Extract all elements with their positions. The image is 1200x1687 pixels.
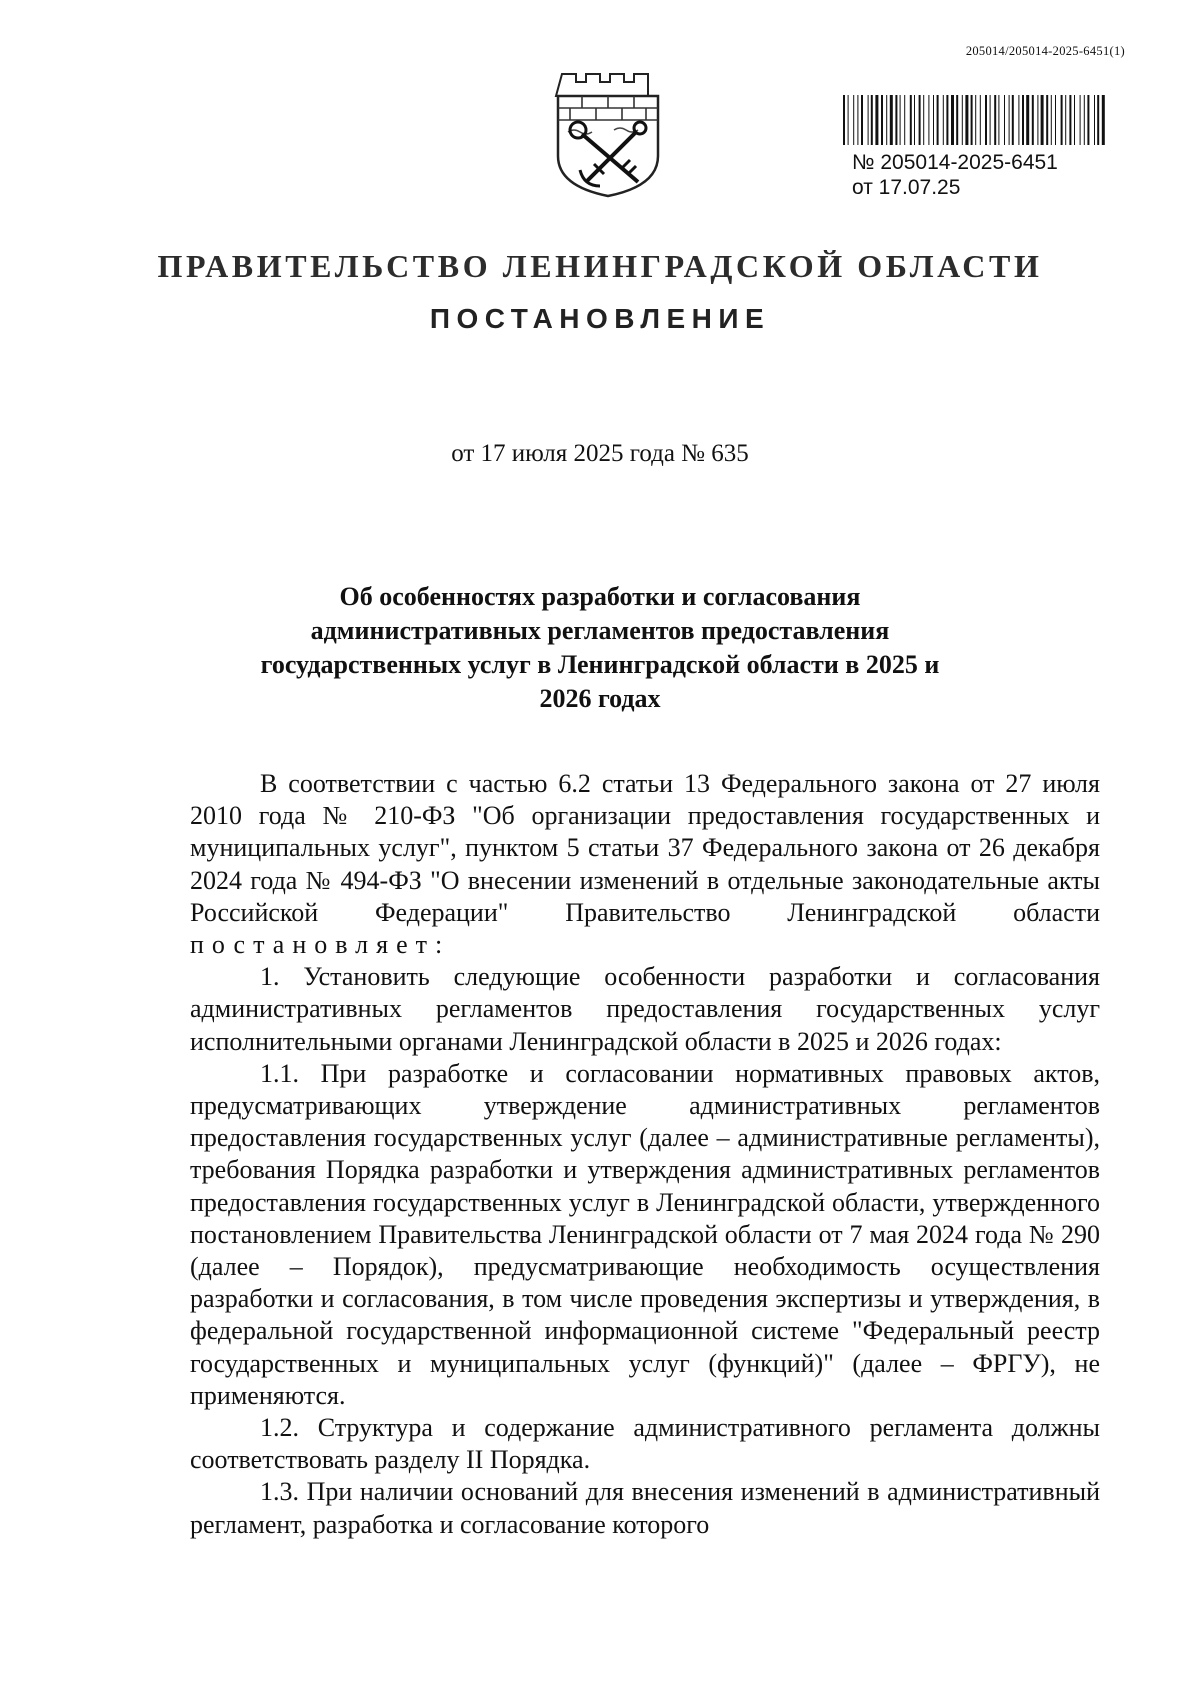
- document-type: ПОСТАНОВЛЕНИЕ: [429, 303, 771, 334]
- paragraph-1-1: 1.1. При разработке и согласовании нормативных правовых актов, предусматривающих утверждение административных регламентов предоставления государственных услуг (далее – административные регламенты), требования Порядка разработки и утверждения административных регламентов предоставления государственных услуг в Ленинградской области, утвержденного постановлением Правительства Ленинградской области от 7 мая 2024 года № 290 (далее – Порядок), предусматривающие необходимость осуществления разработки и согласования, в том числе проведения экспертизы и утверждения, в федеральной государственной информационной системе "Федеральный реестр государственных и муниципальных услуг (функций)" (далее – ФРГУ), не применяются.: [190, 1058, 1100, 1410]
- barcode-bar: [990, 95, 991, 145]
- barcode-bar: [1009, 95, 1010, 145]
- barcode-bar: [853, 95, 854, 145]
- barcode-bar: [881, 95, 883, 145]
- barcode-bar: [871, 95, 873, 145]
- preamble-text: В соответствии с частью 6.2 статьи 13 Федерального закона от 27 июля 2010 года № 210-ФЗ "Об организации предоставления государственных и муниципальных услуг", пунктом 5 статьи 37 Федерального закона от 26 декабря 2024 года № 494-ФЗ "О внесении изменений в отдельные законодательные акты Российской Федерации" Правительство Ленинградской области: [190, 769, 1100, 927]
- registration-stamp: [852, 150, 1112, 200]
- barcode-bar: [868, 95, 869, 145]
- barcode-bar: [1037, 95, 1038, 145]
- barcode-bar: [848, 95, 849, 145]
- document-title: Об особенностях разработки и согласования административных регламентов предоставления государственных услуг в Ленинградской области в 2025 и 2026 годах: [260, 582, 940, 713]
- paragraph-1-2: 1.2. Структура и содержание административного регламента должны соответствовать разделу II Порядка.: [190, 1413, 1100, 1475]
- barcode-bar: [1061, 95, 1063, 145]
- barcode-bar: [1102, 95, 1105, 145]
- barcode-bar: [965, 95, 968, 145]
- barcode-bar: [998, 95, 999, 145]
- barcode-bar: [980, 95, 981, 145]
- barcode-bar: [946, 95, 948, 145]
- barcode-bar: [919, 95, 921, 145]
- barcode-icon: [843, 95, 1108, 145]
- barcode-bar: [1032, 95, 1034, 145]
- barcode-bar: [1046, 95, 1048, 145]
- document-body: [190, 768, 1100, 1541]
- barcode-bar: [1041, 95, 1044, 145]
- barcode-bar: [1004, 95, 1005, 145]
- barcode-bar: [861, 95, 863, 145]
- barcode-bar: [1087, 95, 1089, 145]
- barcode-bar: [1051, 95, 1052, 145]
- leningrad-oblast-coat-of-arms-icon: [552, 70, 664, 198]
- barcode-bar: [994, 95, 996, 145]
- barcode-bar: [857, 95, 858, 145]
- barcode-bar: [1012, 95, 1014, 145]
- paragraph-1-3: 1.3. При наличии оснований для внесения изменений в административный регламент, разработка и согласование которого: [190, 1477, 1100, 1539]
- barcode-bar: [890, 95, 893, 145]
- barcode-bar: [843, 95, 845, 145]
- government-name: ПРАВИТЕЛЬСТВО ЛЕНИНГРАДСКОЙ ОБЛАСТИ: [157, 248, 1043, 284]
- barcode-bar: [1022, 95, 1024, 145]
- barcode-bar: [956, 95, 958, 145]
- barcode-bar: [962, 95, 963, 145]
- barcode-bar: [900, 95, 901, 145]
- barcode-bar: [914, 95, 915, 145]
- barcode-bar: [1080, 95, 1081, 145]
- barcode-bar: [1026, 95, 1029, 145]
- barcode-bar: [904, 95, 905, 145]
- document-date: от 17 июля 2025 года № 635: [451, 440, 749, 467]
- barcode-bar: [886, 95, 887, 145]
- barcode-bar: [1094, 95, 1095, 145]
- barcode-bar: [1018, 95, 1019, 145]
- decree-word: постановляет:: [190, 930, 451, 960]
- barcode-bar: [1084, 95, 1085, 145]
- barcode-bar: [1097, 95, 1099, 145]
- barcode-bar: [937, 95, 939, 145]
- barcode-bar: [1055, 95, 1056, 145]
- barcode-bar: [985, 95, 987, 145]
- barcode-bar: [910, 95, 912, 145]
- document-reference-number: 205014/205014-2025-6451(1): [965, 44, 1125, 58]
- registration-number: № 205014-2025-6451: [852, 151, 1058, 174]
- barcode-bar: [951, 95, 954, 145]
- barcode-bar: [943, 95, 944, 145]
- barcode-bar: [1069, 95, 1071, 145]
- barcode-bar: [1065, 95, 1066, 145]
- barcode-bar: [971, 95, 973, 145]
- barcode-bar: [875, 95, 878, 145]
- barcode-bar: [928, 95, 929, 145]
- paragraph-1: 1. Установить следующие особенности разработки и согласования административных регламентов предоставления государственных услуг исполнительными органами Ленинградской области в 2025 и 2026 годах:: [190, 962, 1100, 1056]
- barcode-bar: [895, 95, 897, 145]
- barcode-bar: [923, 95, 924, 145]
- barcode-bar: [1074, 95, 1075, 145]
- registration-date: от 17.07.25: [852, 176, 961, 199]
- preamble-paragraph: [190, 768, 1100, 961]
- barcode-bar: [975, 95, 976, 145]
- barcode-bar: [933, 95, 934, 145]
